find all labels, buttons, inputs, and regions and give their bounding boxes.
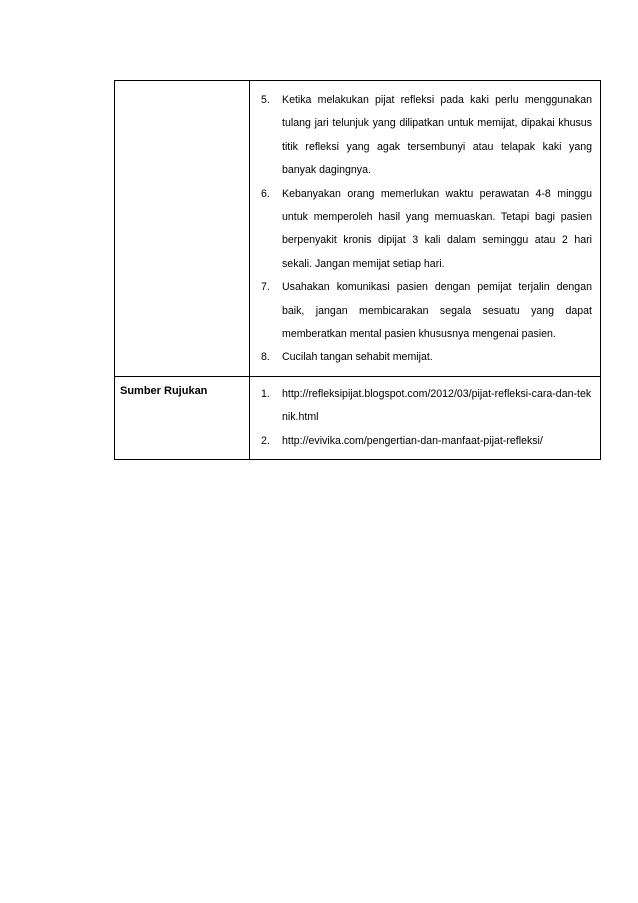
table-row-sumber-rujukan [115, 376, 601, 459]
document-table [114, 80, 601, 460]
reference-link[interactable]: http://evivika.com/pengertian-dan-manfaat-pijat-refleksi/ [282, 434, 543, 447]
procedure-steps-cell [250, 81, 601, 377]
list-number: 7. [261, 281, 270, 294]
row-label-sumber-rujukan: Sumber Rujukan [115, 376, 250, 459]
list-item [261, 346, 592, 369]
reference-link[interactable]: http://refleksipijat.blogspot.com/2012/03/pijat-refleksi-cara-dan-teknik.html [282, 387, 592, 424]
list-item [261, 383, 592, 430]
row-label-empty [115, 81, 250, 377]
procedure-steps-list [261, 89, 592, 370]
list-item [261, 89, 592, 183]
list-number: 2. [261, 434, 270, 447]
references-list [261, 383, 592, 453]
list-text: Cucilah tangan sehabit memijat. [282, 351, 433, 364]
list-text: Ketika melakukan pijat refleksi pada kaki perlu menggunakan tulang jari telunjuk yang dilipatkan untuk memijat, dipakai khusus titik refleksi yang agak tersembunyi atau telapak kaki yang banyak dagingnya. [282, 94, 592, 177]
list-item [261, 430, 592, 453]
table-row-prosedur [115, 81, 601, 377]
list-item [261, 183, 592, 277]
list-text: Usahakan komunikasi pasien dengan pemijat terjalin dengan baik, jangan membicarakan segala sesuatu yang dapat memberatkan mental pasien khususnya mengenai pasien. [282, 281, 592, 341]
list-number: 1. [261, 387, 270, 400]
references-cell [250, 376, 601, 459]
list-item [261, 276, 592, 346]
list-number: 8. [261, 351, 270, 364]
list-number: 5. [261, 94, 270, 106]
list-number: 6. [261, 187, 270, 200]
list-text: Kebanyakan orang memerlukan waktu perawatan 4-8 minggu untuk memperoleh hasil yang memuaskan. Tetapi bagi pasien berpenyakit kronis dipijat 3 kali dalam seminggu atau 2 hari sekali. Jangan memijat setiap hari. [282, 187, 592, 270]
